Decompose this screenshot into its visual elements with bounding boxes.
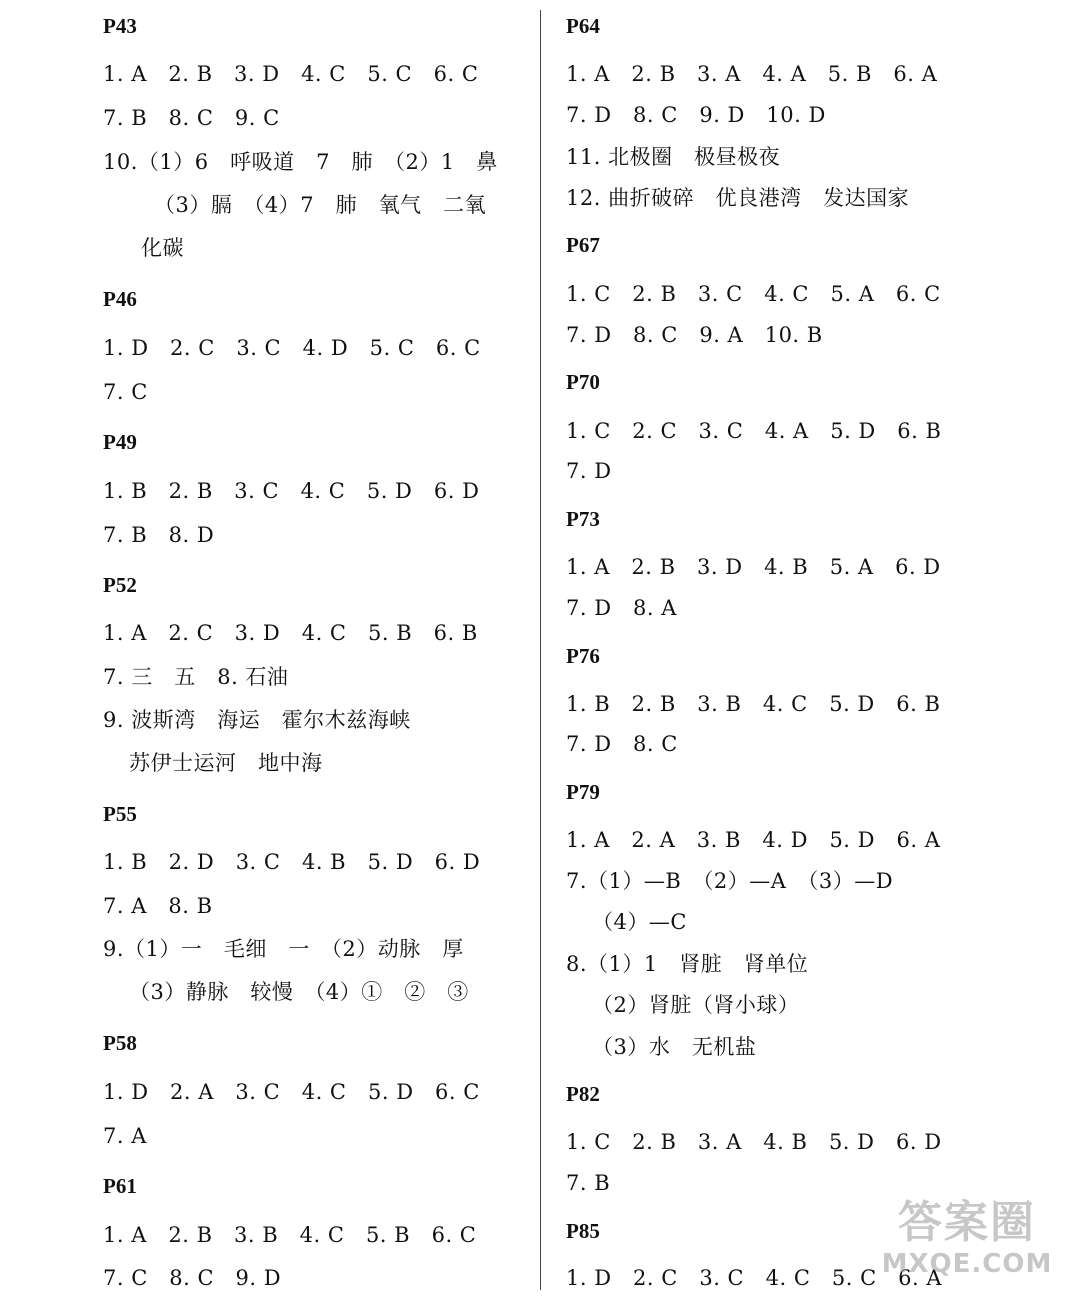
section-heading-p52: P52: [103, 573, 137, 597]
answer-line: 1. B 2. B 3. B 4. C 5. D 6. B: [566, 692, 941, 716]
answer-line: （3）膈 （4）7 肺 氧气 二氧: [143, 193, 487, 217]
answer-line: 8.（1）1 肾脏 肾单位: [566, 952, 809, 976]
watermark-url: MXQE.COM: [881, 1249, 1053, 1279]
answer-line: 7. D: [566, 459, 612, 483]
section-heading-p58: P58: [103, 1031, 137, 1055]
answer-line: 化碳: [141, 236, 184, 260]
answer-line: （3）水 无机盐: [592, 1035, 757, 1059]
section-heading-p61: P61: [103, 1174, 137, 1198]
section-heading-p73: P73: [566, 507, 600, 531]
answer-line: 1. C 2. C 3. C 4. A 5. D 6. B: [566, 419, 942, 443]
answer-line: （4）—C: [592, 910, 687, 934]
column-divider: [540, 10, 541, 1290]
answer-line: 7. A: [103, 1124, 147, 1148]
section-heading-p49: P49: [103, 430, 137, 454]
section-heading-p43: P43: [103, 14, 137, 38]
answer-line: 1. D 2. C 3. C 4. D 5. C 6. C: [103, 336, 481, 360]
answer-line: 7. D 8. C 9. A 10. B: [566, 323, 823, 347]
answer-line: 7. C: [103, 380, 148, 404]
section-heading-p76: P76: [566, 644, 600, 668]
answer-line: 7. C 8. C 9. D: [103, 1266, 282, 1290]
section-heading-p70: P70: [566, 370, 600, 394]
answer-line: 1. D 2. C 3. C 4. C 5. C 6. A: [566, 1266, 943, 1290]
answer-line: 7. D 8. C 9. D 10. D: [566, 103, 826, 127]
section-heading-p85: P85: [566, 1219, 600, 1243]
answer-line: 7. A 8. B: [103, 894, 213, 918]
answer-line: 1. A 2. B 3. A 4. A 5. B 6. A: [566, 62, 938, 86]
answer-line: 1. B 2. D 3. C 4. B 5. D 6. D: [103, 850, 481, 874]
answer-line: 1. A 2. B 3. D 4. B 5. A 6. D: [566, 555, 941, 579]
answer-line: 7. D 8. C: [566, 732, 678, 756]
answer-line: （2）肾脏（肾小球）: [592, 993, 800, 1017]
answer-line: 1. A 2. B 3. B 4. C 5. B 6. C: [103, 1223, 477, 1247]
answer-line: 9. 波斯湾 海运 霍尔木兹海峡: [103, 708, 411, 732]
section-heading-p79: P79: [566, 780, 600, 804]
answer-line: 7. B: [566, 1171, 611, 1195]
answer-line: 12. 曲折破碎 优良港湾 发达国家: [566, 186, 910, 210]
answer-line: 7. 三 五 8. 石油: [103, 665, 289, 689]
answer-line: 9.（1）一 毛细 一 （2）动脉 厚: [103, 937, 464, 961]
answer-line: 1. B 2. B 3. C 4. C 5. D 6. D: [103, 479, 480, 503]
answer-line: 苏伊士运河 地中海: [129, 751, 323, 775]
answer-line: 1. D 2. A 3. C 4. C 5. D 6. C: [103, 1080, 480, 1104]
answer-line: 7. B 8. D: [103, 523, 215, 547]
answer-line: 11. 北极圈 极昼极夜: [566, 145, 781, 169]
section-heading-p64: P64: [566, 14, 600, 38]
answer-line: 1. A 2. A 3. B 4. D 5. D 6. A: [566, 828, 941, 852]
answer-line: 7. B 8. C 9. C: [103, 106, 280, 130]
section-heading-p82: P82: [566, 1082, 600, 1106]
answer-line: 1. A 2. C 3. D 4. C 5. B 6. B: [103, 621, 478, 645]
answer-line: 1. C 2. B 3. A 4. B 5. D 6. D: [566, 1130, 942, 1154]
answer-line: 10.（1）6 呼吸道 7 肺 （2）1 鼻: [103, 150, 498, 174]
section-heading-p55: P55: [103, 802, 137, 826]
answer-line: 7.（1）—B （2）—A （3）—D: [566, 869, 894, 893]
answer-line: 7. D 8. A: [566, 596, 677, 620]
watermark-logo: [872, 1197, 1062, 1292]
answer-line: （3）静脉 较慢 （4）① ② ③: [129, 980, 469, 1004]
answer-line: 1. C 2. B 3. C 4. C 5. A 6. C: [566, 282, 941, 306]
section-heading-p46: P46: [103, 287, 137, 311]
section-heading-p67: P67: [566, 233, 600, 257]
answer-line: 1. A 2. B 3. D 4. C 5. C 6. C: [103, 62, 479, 86]
watermark-title: 答案圈: [898, 1197, 1036, 1248]
